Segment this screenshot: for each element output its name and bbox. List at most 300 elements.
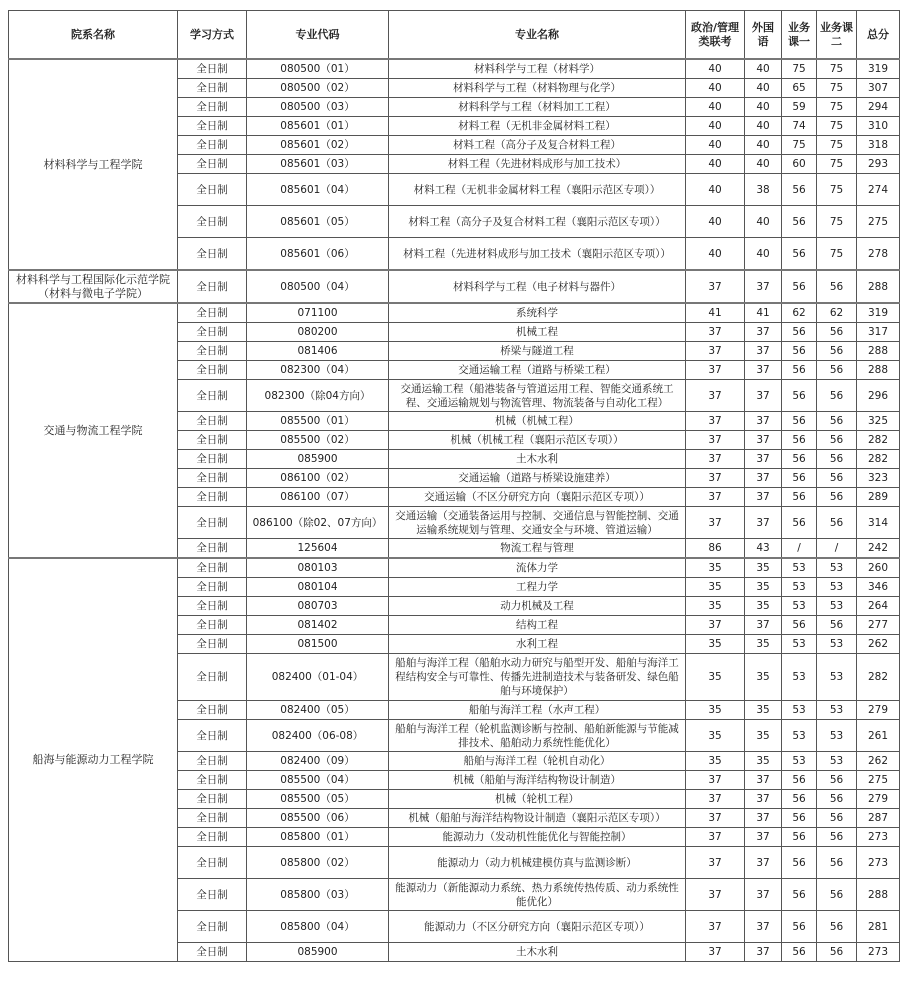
foreign-language-score: 40	[745, 238, 782, 271]
total-score: 323	[857, 469, 900, 488]
study-mode: 全日制	[178, 270, 247, 303]
major-code: 085500（04）	[247, 771, 389, 790]
subject-one-score: 56	[782, 431, 817, 450]
subject-one-score: 53	[782, 720, 817, 752]
subject-one-score: 53	[782, 578, 817, 597]
subject-one-score: 56	[782, 342, 817, 361]
total-score: 288	[857, 879, 900, 911]
politics-score: 37	[686, 431, 745, 450]
foreign-language-score: 38	[745, 174, 782, 206]
politics-score: 40	[686, 174, 745, 206]
department-name: 材料科学与工程国际化示范学院（材料与微电子学院）	[9, 270, 178, 303]
total-score: 279	[857, 790, 900, 809]
major-code: 082400（01-04）	[247, 654, 389, 701]
total-score: 275	[857, 771, 900, 790]
major-name: 材料工程（高分子及复合材料工程）	[389, 136, 686, 155]
total-score: 262	[857, 752, 900, 771]
politics-score: 40	[686, 117, 745, 136]
major-name: 机械（机械工程（襄阳示范区专项））	[389, 431, 686, 450]
foreign-language-score: 41	[745, 303, 782, 323]
subject-one-score: 56	[782, 847, 817, 879]
major-code: 085800（02）	[247, 847, 389, 879]
major-name: 机械（船舶与海洋结构物设计制造）	[389, 771, 686, 790]
politics-score: 37	[686, 323, 745, 342]
subject-two-score: 75	[817, 98, 857, 117]
subject-two-score: 53	[817, 752, 857, 771]
study-mode: 全日制	[178, 380, 247, 412]
subject-one-score: 56	[782, 270, 817, 303]
subject-two-score: 75	[817, 136, 857, 155]
major-name: 材料科学与工程（材料物理与化学）	[389, 79, 686, 98]
major-code: 086100（07）	[247, 488, 389, 507]
study-mode: 全日制	[178, 616, 247, 635]
major-code: 085500（01）	[247, 412, 389, 431]
subject-one-score: 56	[782, 361, 817, 380]
foreign-language-score: 37	[745, 771, 782, 790]
study-mode: 全日制	[178, 323, 247, 342]
major-name: 能源动力（新能源动力系统、热力系统传热传质、动力系统性能优化）	[389, 879, 686, 911]
study-mode: 全日制	[178, 635, 247, 654]
major-code: 085500（02）	[247, 431, 389, 450]
major-code: 085900	[247, 450, 389, 469]
study-mode: 全日制	[178, 539, 247, 559]
foreign-language-score: 40	[745, 59, 782, 79]
study-mode: 全日制	[178, 701, 247, 720]
foreign-language-score: 35	[745, 720, 782, 752]
major-code: 080500（04）	[247, 270, 389, 303]
department-name: 船海与能源动力工程学院	[9, 558, 178, 962]
total-score: 282	[857, 431, 900, 450]
study-mode: 全日制	[178, 412, 247, 431]
study-mode: 全日制	[178, 828, 247, 847]
header-major-code: 专业代码	[247, 11, 389, 60]
politics-score: 40	[686, 98, 745, 117]
politics-score: 37	[686, 771, 745, 790]
foreign-language-score: 37	[745, 488, 782, 507]
total-score: 288	[857, 270, 900, 303]
politics-score: 37	[686, 270, 745, 303]
total-score: 273	[857, 943, 900, 962]
subject-two-score: 75	[817, 117, 857, 136]
foreign-language-score: 37	[745, 431, 782, 450]
total-score: 282	[857, 450, 900, 469]
major-code: 082400（09）	[247, 752, 389, 771]
subject-two-score: 56	[817, 361, 857, 380]
major-name: 材料工程（先进材料成形与加工技术（襄阳示范区专项））	[389, 238, 686, 271]
foreign-language-score: 40	[745, 98, 782, 117]
major-name: 交通运输（交通装备运用与控制、交通信息与智能控制、交通运输系统规划与管理、交通安全与环境、管道运输）	[389, 507, 686, 539]
foreign-language-score: 37	[745, 469, 782, 488]
study-mode: 全日制	[178, 136, 247, 155]
major-code: 085601（06）	[247, 238, 389, 271]
foreign-language-score: 37	[745, 323, 782, 342]
total-score: 318	[857, 136, 900, 155]
subject-two-score: 75	[817, 59, 857, 79]
major-code: 085601（01）	[247, 117, 389, 136]
study-mode: 全日制	[178, 174, 247, 206]
major-name: 桥梁与隧道工程	[389, 342, 686, 361]
study-mode: 全日制	[178, 79, 247, 98]
politics-score: 40	[686, 136, 745, 155]
major-code: 080500（01）	[247, 59, 389, 79]
subject-one-score: 56	[782, 809, 817, 828]
subject-one-score: 56	[782, 828, 817, 847]
total-score: 296	[857, 380, 900, 412]
major-name: 机械工程	[389, 323, 686, 342]
politics-score: 37	[686, 828, 745, 847]
politics-score: 35	[686, 635, 745, 654]
major-code: 085800（04）	[247, 911, 389, 943]
subject-one-score: 56	[782, 412, 817, 431]
total-score: 264	[857, 597, 900, 616]
politics-score: 40	[686, 155, 745, 174]
total-score: 293	[857, 155, 900, 174]
foreign-language-score: 35	[745, 752, 782, 771]
major-code: 086100（除02、07方向）	[247, 507, 389, 539]
subject-two-score: 56	[817, 809, 857, 828]
major-code: 080103	[247, 558, 389, 578]
politics-score: 40	[686, 206, 745, 238]
study-mode: 全日制	[178, 117, 247, 136]
major-name: 机械（船舶与海洋结构物设计制造（襄阳示范区专项））	[389, 809, 686, 828]
study-mode: 全日制	[178, 238, 247, 271]
major-name: 材料工程（先进材料成形与加工技术）	[389, 155, 686, 174]
total-score: 273	[857, 847, 900, 879]
foreign-language-score: 37	[745, 911, 782, 943]
study-mode: 全日制	[178, 342, 247, 361]
subject-one-score: 56	[782, 380, 817, 412]
subject-one-score: 53	[782, 597, 817, 616]
politics-score: 37	[686, 790, 745, 809]
subject-two-score: 56	[817, 847, 857, 879]
total-score: 282	[857, 654, 900, 701]
major-code: 085800（03）	[247, 879, 389, 911]
study-mode: 全日制	[178, 720, 247, 752]
politics-score: 35	[686, 654, 745, 701]
major-name: 机械（轮机工程）	[389, 790, 686, 809]
subject-two-score: 56	[817, 488, 857, 507]
politics-score: 35	[686, 752, 745, 771]
subject-one-score: 56	[782, 507, 817, 539]
major-code: 082300（04）	[247, 361, 389, 380]
department-name: 交通与物流工程学院	[9, 303, 178, 558]
politics-score: 35	[686, 701, 745, 720]
subject-two-score: 75	[817, 155, 857, 174]
table-row	[9, 59, 900, 79]
politics-score: 35	[686, 720, 745, 752]
header-row	[9, 11, 900, 60]
subject-one-score: 56	[782, 911, 817, 943]
study-mode: 全日制	[178, 654, 247, 701]
subject-two-score: 56	[817, 790, 857, 809]
foreign-language-score: 35	[745, 701, 782, 720]
subject-two-score: 53	[817, 635, 857, 654]
subject-two-score: 75	[817, 238, 857, 271]
total-score: 261	[857, 720, 900, 752]
major-code: 082400（05）	[247, 701, 389, 720]
politics-score: 35	[686, 558, 745, 578]
study-mode: 全日制	[178, 488, 247, 507]
major-name: 材料科学与工程（电子材料与器件）	[389, 270, 686, 303]
foreign-language-score: 37	[745, 450, 782, 469]
major-name: 船舶与海洋工程（水声工程）	[389, 701, 686, 720]
foreign-language-score: 40	[745, 155, 782, 174]
total-score: 273	[857, 828, 900, 847]
header-foreign-language: 外国语	[745, 11, 782, 60]
foreign-language-score: 37	[745, 342, 782, 361]
total-score: 275	[857, 206, 900, 238]
subject-one-score: 53	[782, 654, 817, 701]
politics-score: 37	[686, 943, 745, 962]
subject-two-score: 56	[817, 342, 857, 361]
subject-two-score: 75	[817, 206, 857, 238]
major-code: 085900	[247, 943, 389, 962]
major-code: 085800（01）	[247, 828, 389, 847]
study-mode: 全日制	[178, 206, 247, 238]
subject-one-score: 60	[782, 155, 817, 174]
table-row	[9, 270, 900, 303]
major-name: 船舶与海洋工程（船舶水动力研究与船型开发、船舶与海洋工程结构安全与可靠性、传播先进制造技术与装备研发、绿色船舶与环境保护）	[389, 654, 686, 701]
subject-one-score: 56	[782, 206, 817, 238]
foreign-language-score: 37	[745, 790, 782, 809]
study-mode: 全日制	[178, 155, 247, 174]
admission-score-table	[8, 10, 900, 962]
study-mode: 全日制	[178, 361, 247, 380]
header-subject-one: 业务课一	[782, 11, 817, 60]
foreign-language-score: 37	[745, 809, 782, 828]
subject-one-score: 56	[782, 238, 817, 271]
total-score: 310	[857, 117, 900, 136]
major-name: 物流工程与管理	[389, 539, 686, 559]
major-name: 结构工程	[389, 616, 686, 635]
study-mode: 全日制	[178, 450, 247, 469]
major-code: 080703	[247, 597, 389, 616]
subject-one-score: 62	[782, 303, 817, 323]
subject-one-score: 56	[782, 488, 817, 507]
politics-score: 37	[686, 469, 745, 488]
foreign-language-score: 37	[745, 412, 782, 431]
subject-one-score: 65	[782, 79, 817, 98]
major-name: 材料科学与工程（材料加工工程）	[389, 98, 686, 117]
study-mode: 全日制	[178, 752, 247, 771]
major-code: 080200	[247, 323, 389, 342]
table-row	[9, 558, 900, 578]
major-name: 交通运输（道路与桥梁设施建养）	[389, 469, 686, 488]
subject-one-score: 56	[782, 323, 817, 342]
foreign-language-score: 40	[745, 79, 782, 98]
study-mode: 全日制	[178, 507, 247, 539]
major-name: 材料工程（无机非金属材料工程（襄阳示范区专项））	[389, 174, 686, 206]
total-score: 288	[857, 342, 900, 361]
major-name: 能源动力（不区分研究方向（襄阳示范区专项））	[389, 911, 686, 943]
header-study-mode: 学习方式	[178, 11, 247, 60]
total-score: 294	[857, 98, 900, 117]
politics-score: 37	[686, 809, 745, 828]
study-mode: 全日制	[178, 790, 247, 809]
politics-score: 40	[686, 238, 745, 271]
major-name: 系统科学	[389, 303, 686, 323]
major-code: 071100	[247, 303, 389, 323]
politics-score: 37	[686, 507, 745, 539]
total-score: 274	[857, 174, 900, 206]
major-name: 土木水利	[389, 450, 686, 469]
subject-two-score: 56	[817, 828, 857, 847]
subject-one-score: 56	[782, 879, 817, 911]
major-name: 土木水利	[389, 943, 686, 962]
major-code: 085601（02）	[247, 136, 389, 155]
header-major-name: 专业名称	[389, 11, 686, 60]
study-mode: 全日制	[178, 303, 247, 323]
header-total: 总分	[857, 11, 900, 60]
major-name: 水利工程	[389, 635, 686, 654]
subject-two-score: 53	[817, 720, 857, 752]
department-name: 材料科学与工程学院	[9, 59, 178, 270]
major-name: 能源动力（动力机械建模仿真与监测诊断）	[389, 847, 686, 879]
subject-two-score: 56	[817, 431, 857, 450]
subject-two-score: 53	[817, 701, 857, 720]
subject-two-score: 75	[817, 79, 857, 98]
total-score: 278	[857, 238, 900, 271]
foreign-language-score: 40	[745, 117, 782, 136]
study-mode: 全日制	[178, 597, 247, 616]
major-code: 080500（02）	[247, 79, 389, 98]
politics-score: 35	[686, 597, 745, 616]
politics-score: 37	[686, 342, 745, 361]
total-score: 262	[857, 635, 900, 654]
total-score: 242	[857, 539, 900, 559]
major-code: 085500（06）	[247, 809, 389, 828]
study-mode: 全日制	[178, 98, 247, 117]
politics-score: 40	[686, 79, 745, 98]
foreign-language-score: 40	[745, 206, 782, 238]
subject-one-score: /	[782, 539, 817, 559]
politics-score: 37	[686, 380, 745, 412]
major-name: 交通运输工程（船港装备与管道运用工程、智能交通系统工程、交通运输规划与物流管理、物流装备与自动化工程）	[389, 380, 686, 412]
major-name: 船舶与海洋工程（轮机监测诊断与控制、船舶新能源与节能减排技术、船舶动力系统性能优化）	[389, 720, 686, 752]
table-row	[9, 303, 900, 323]
major-name: 船舶与海洋工程（轮机自动化）	[389, 752, 686, 771]
politics-score: 35	[686, 578, 745, 597]
total-score: 325	[857, 412, 900, 431]
major-name: 交通运输（不区分研究方向（襄阳示范区专项））	[389, 488, 686, 507]
subject-one-score: 56	[782, 450, 817, 469]
major-name: 流体力学	[389, 558, 686, 578]
foreign-language-score: 37	[745, 943, 782, 962]
total-score: 260	[857, 558, 900, 578]
subject-one-score: 56	[782, 616, 817, 635]
major-name: 工程力学	[389, 578, 686, 597]
subject-one-score: 75	[782, 59, 817, 79]
foreign-language-score: 35	[745, 578, 782, 597]
header-subject-two: 业务课二	[817, 11, 857, 60]
major-name: 材料科学与工程（材料学）	[389, 59, 686, 79]
major-code: 082300（除04方向）	[247, 380, 389, 412]
header-department: 院系名称	[9, 11, 178, 60]
politics-score: 37	[686, 361, 745, 380]
study-mode: 全日制	[178, 431, 247, 450]
subject-two-score: 56	[817, 911, 857, 943]
subject-one-score: 56	[782, 174, 817, 206]
major-name: 动力机械及工程	[389, 597, 686, 616]
foreign-language-score: 40	[745, 136, 782, 155]
total-score: 317	[857, 323, 900, 342]
subject-two-score: 56	[817, 879, 857, 911]
foreign-language-score: 35	[745, 635, 782, 654]
subject-two-score: 53	[817, 558, 857, 578]
politics-score: 37	[686, 412, 745, 431]
total-score: 289	[857, 488, 900, 507]
subject-two-score: 56	[817, 450, 857, 469]
header-politics: 政治/管理类联考	[686, 11, 745, 60]
study-mode: 全日制	[178, 558, 247, 578]
total-score: 279	[857, 701, 900, 720]
study-mode: 全日制	[178, 911, 247, 943]
subject-one-score: 59	[782, 98, 817, 117]
study-mode: 全日制	[178, 943, 247, 962]
subject-two-score: 53	[817, 578, 857, 597]
major-code: 085500（05）	[247, 790, 389, 809]
major-name: 交通运输工程（道路与桥梁工程）	[389, 361, 686, 380]
subject-two-score: 53	[817, 654, 857, 701]
subject-one-score: 56	[782, 771, 817, 790]
total-score: 288	[857, 361, 900, 380]
total-score: 314	[857, 507, 900, 539]
major-code: 081402	[247, 616, 389, 635]
major-code: 080500（03）	[247, 98, 389, 117]
subject-two-score: 75	[817, 174, 857, 206]
foreign-language-score: 37	[745, 616, 782, 635]
study-mode: 全日制	[178, 879, 247, 911]
foreign-language-score: 37	[745, 361, 782, 380]
subject-two-score: 62	[817, 303, 857, 323]
foreign-language-score: 37	[745, 507, 782, 539]
subject-one-score: 53	[782, 701, 817, 720]
foreign-language-score: 37	[745, 847, 782, 879]
total-score: 346	[857, 578, 900, 597]
major-name: 能源动力（发动机性能优化与智能控制）	[389, 828, 686, 847]
total-score: 287	[857, 809, 900, 828]
politics-score: 37	[686, 847, 745, 879]
subject-one-score: 53	[782, 558, 817, 578]
major-name: 材料工程（高分子及复合材料工程（襄阳示范区专项））	[389, 206, 686, 238]
major-code: 085601（04）	[247, 174, 389, 206]
study-mode: 全日制	[178, 469, 247, 488]
subject-two-score: 56	[817, 771, 857, 790]
subject-two-score: 56	[817, 412, 857, 431]
politics-score: 37	[686, 911, 745, 943]
subject-two-score: 56	[817, 469, 857, 488]
foreign-language-score: 35	[745, 654, 782, 701]
total-score: 319	[857, 303, 900, 323]
politics-score: 86	[686, 539, 745, 559]
subject-two-score: 56	[817, 270, 857, 303]
major-code: 081500	[247, 635, 389, 654]
major-code: 081406	[247, 342, 389, 361]
major-code: 085601（03）	[247, 155, 389, 174]
major-name: 机械（机械工程）	[389, 412, 686, 431]
politics-score: 37	[686, 879, 745, 911]
major-code: 125604	[247, 539, 389, 559]
subject-one-score: 53	[782, 635, 817, 654]
total-score: 277	[857, 616, 900, 635]
politics-score: 37	[686, 488, 745, 507]
subject-two-score: 53	[817, 597, 857, 616]
politics-score: 40	[686, 59, 745, 79]
study-mode: 全日制	[178, 59, 247, 79]
subject-two-score: 56	[817, 380, 857, 412]
study-mode: 全日制	[178, 847, 247, 879]
major-code: 086100（02）	[247, 469, 389, 488]
